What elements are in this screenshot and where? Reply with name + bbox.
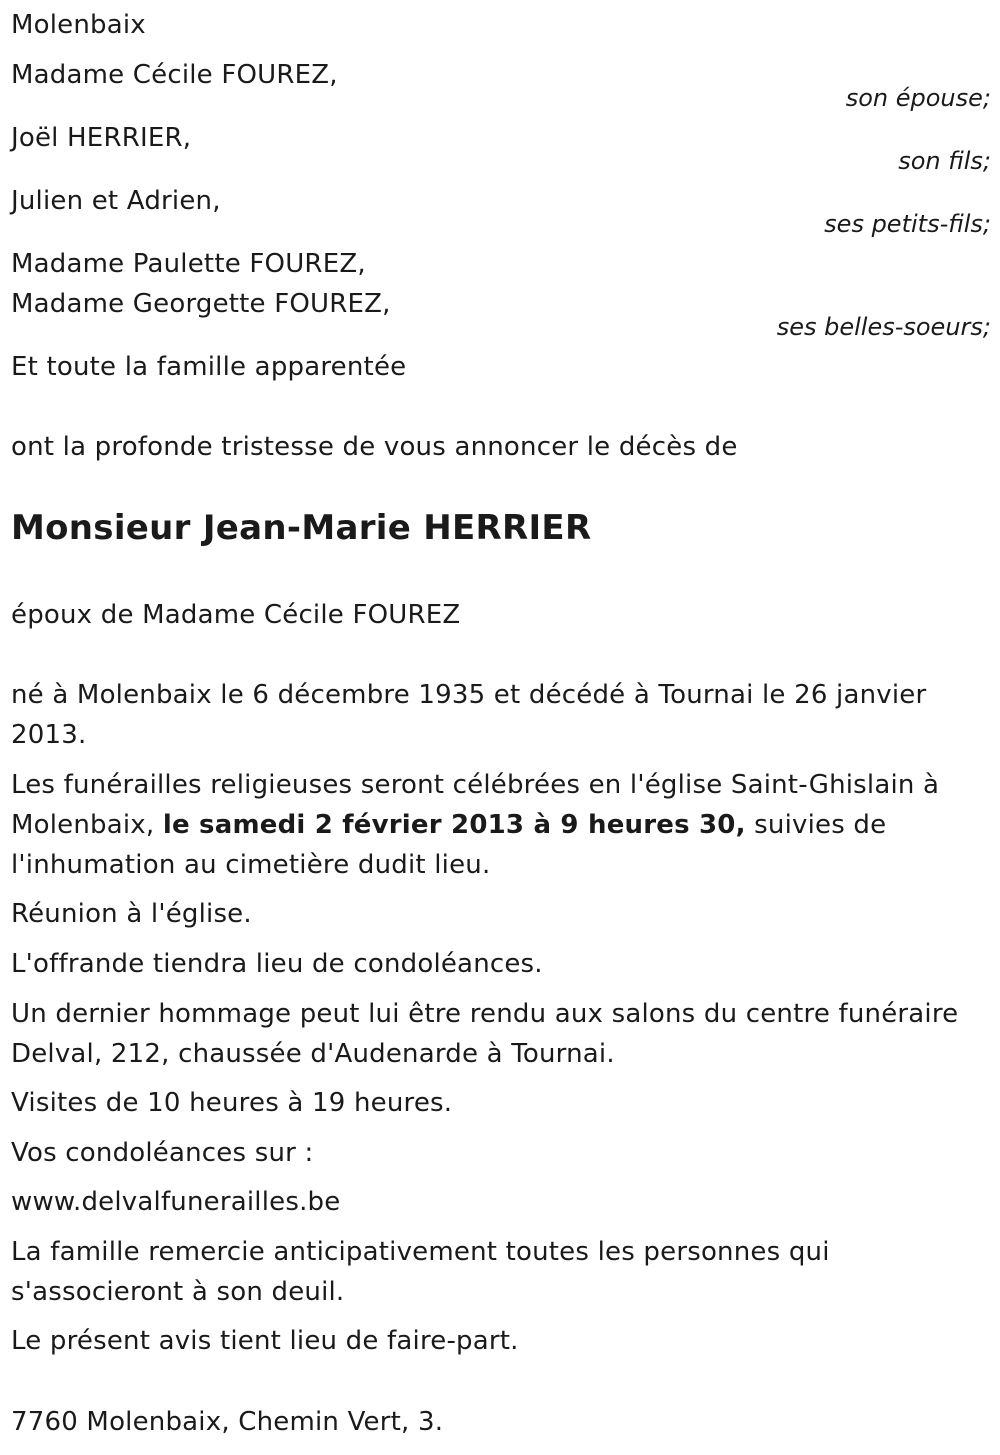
address-text: 7760 Molenbaix, Chemin Vert, 3. [11,1407,444,1437]
thanks-line-2: s'associeront à son deuil. [11,1277,345,1307]
funeral-date-time: le samedi 2 février 2013 à 9 heures 30, [162,810,746,840]
header-place: Molenbaix [11,10,146,40]
condolences-label: Vos condoléances sur : [11,1138,314,1168]
tribute-line-1: Un dernier hommage peut lui être rendu aux salons du centre funéraire [11,999,959,1029]
offering-text: L'offrande tiendra lieu de condoléances. [11,949,543,979]
family-member-grandsons: Julien et Adrien, [11,186,221,216]
birth-death-line-2: 2013. [11,720,87,750]
family-member-sister-in-law-2: Madame Georgette FOUREZ, [11,289,391,319]
funeral-line-2-suffix: suivies de [745,810,887,840]
deceased-name: Monsieur Jean-Marie HERRIER [11,508,592,548]
family-role-spouse: son épouse; [845,84,991,112]
family-role-grandsons: ses petits-fils; [824,210,991,238]
website-link[interactable]: www.delvalfunerailles.be [11,1187,341,1217]
visits-text: Visites de 10 heures à 19 heures. [11,1088,453,1118]
family-closing: Et toute la famille apparentée [11,352,407,382]
notice-text: Le présent avis tient lieu de faire-part. [11,1326,519,1356]
birth-death-line-1: né à Molenbaix le 6 décembre 1935 et décédé à Tournai le 26 janvier [11,680,927,710]
funeral-line-1: Les funérailles religieuses seront célébrées en l'église Saint-Ghislain à [11,770,940,800]
announcement-text: ont la profonde tristesse de vous annoncer le décès de [11,432,738,462]
family-role-son: son fils; [898,147,991,175]
tribute-line-2: Delval, 212, chaussée d'Audenarde à Tournai. [11,1039,615,1069]
family-member-son: Joël HERRIER, [11,123,192,153]
funeral-line-3: l'inhumation au cimetière dudit lieu. [11,850,491,880]
spouse-line: époux de Madame Cécile FOUREZ [11,600,461,630]
family-member-sister-in-law-1: Madame Paulette FOUREZ, [11,249,366,279]
funeral-line-2-prefix: Molenbaix, [11,810,163,840]
meeting-text: Réunion à l'église. [11,899,252,929]
funeral-line-2 [11,805,886,845]
family-role-sisters-in-law: ses belles-soeurs; [776,313,991,341]
family-member-spouse: Madame Cécile FOUREZ, [11,60,338,90]
thanks-line-1: La famille remercie anticipativement toutes les personnes qui [11,1237,830,1267]
